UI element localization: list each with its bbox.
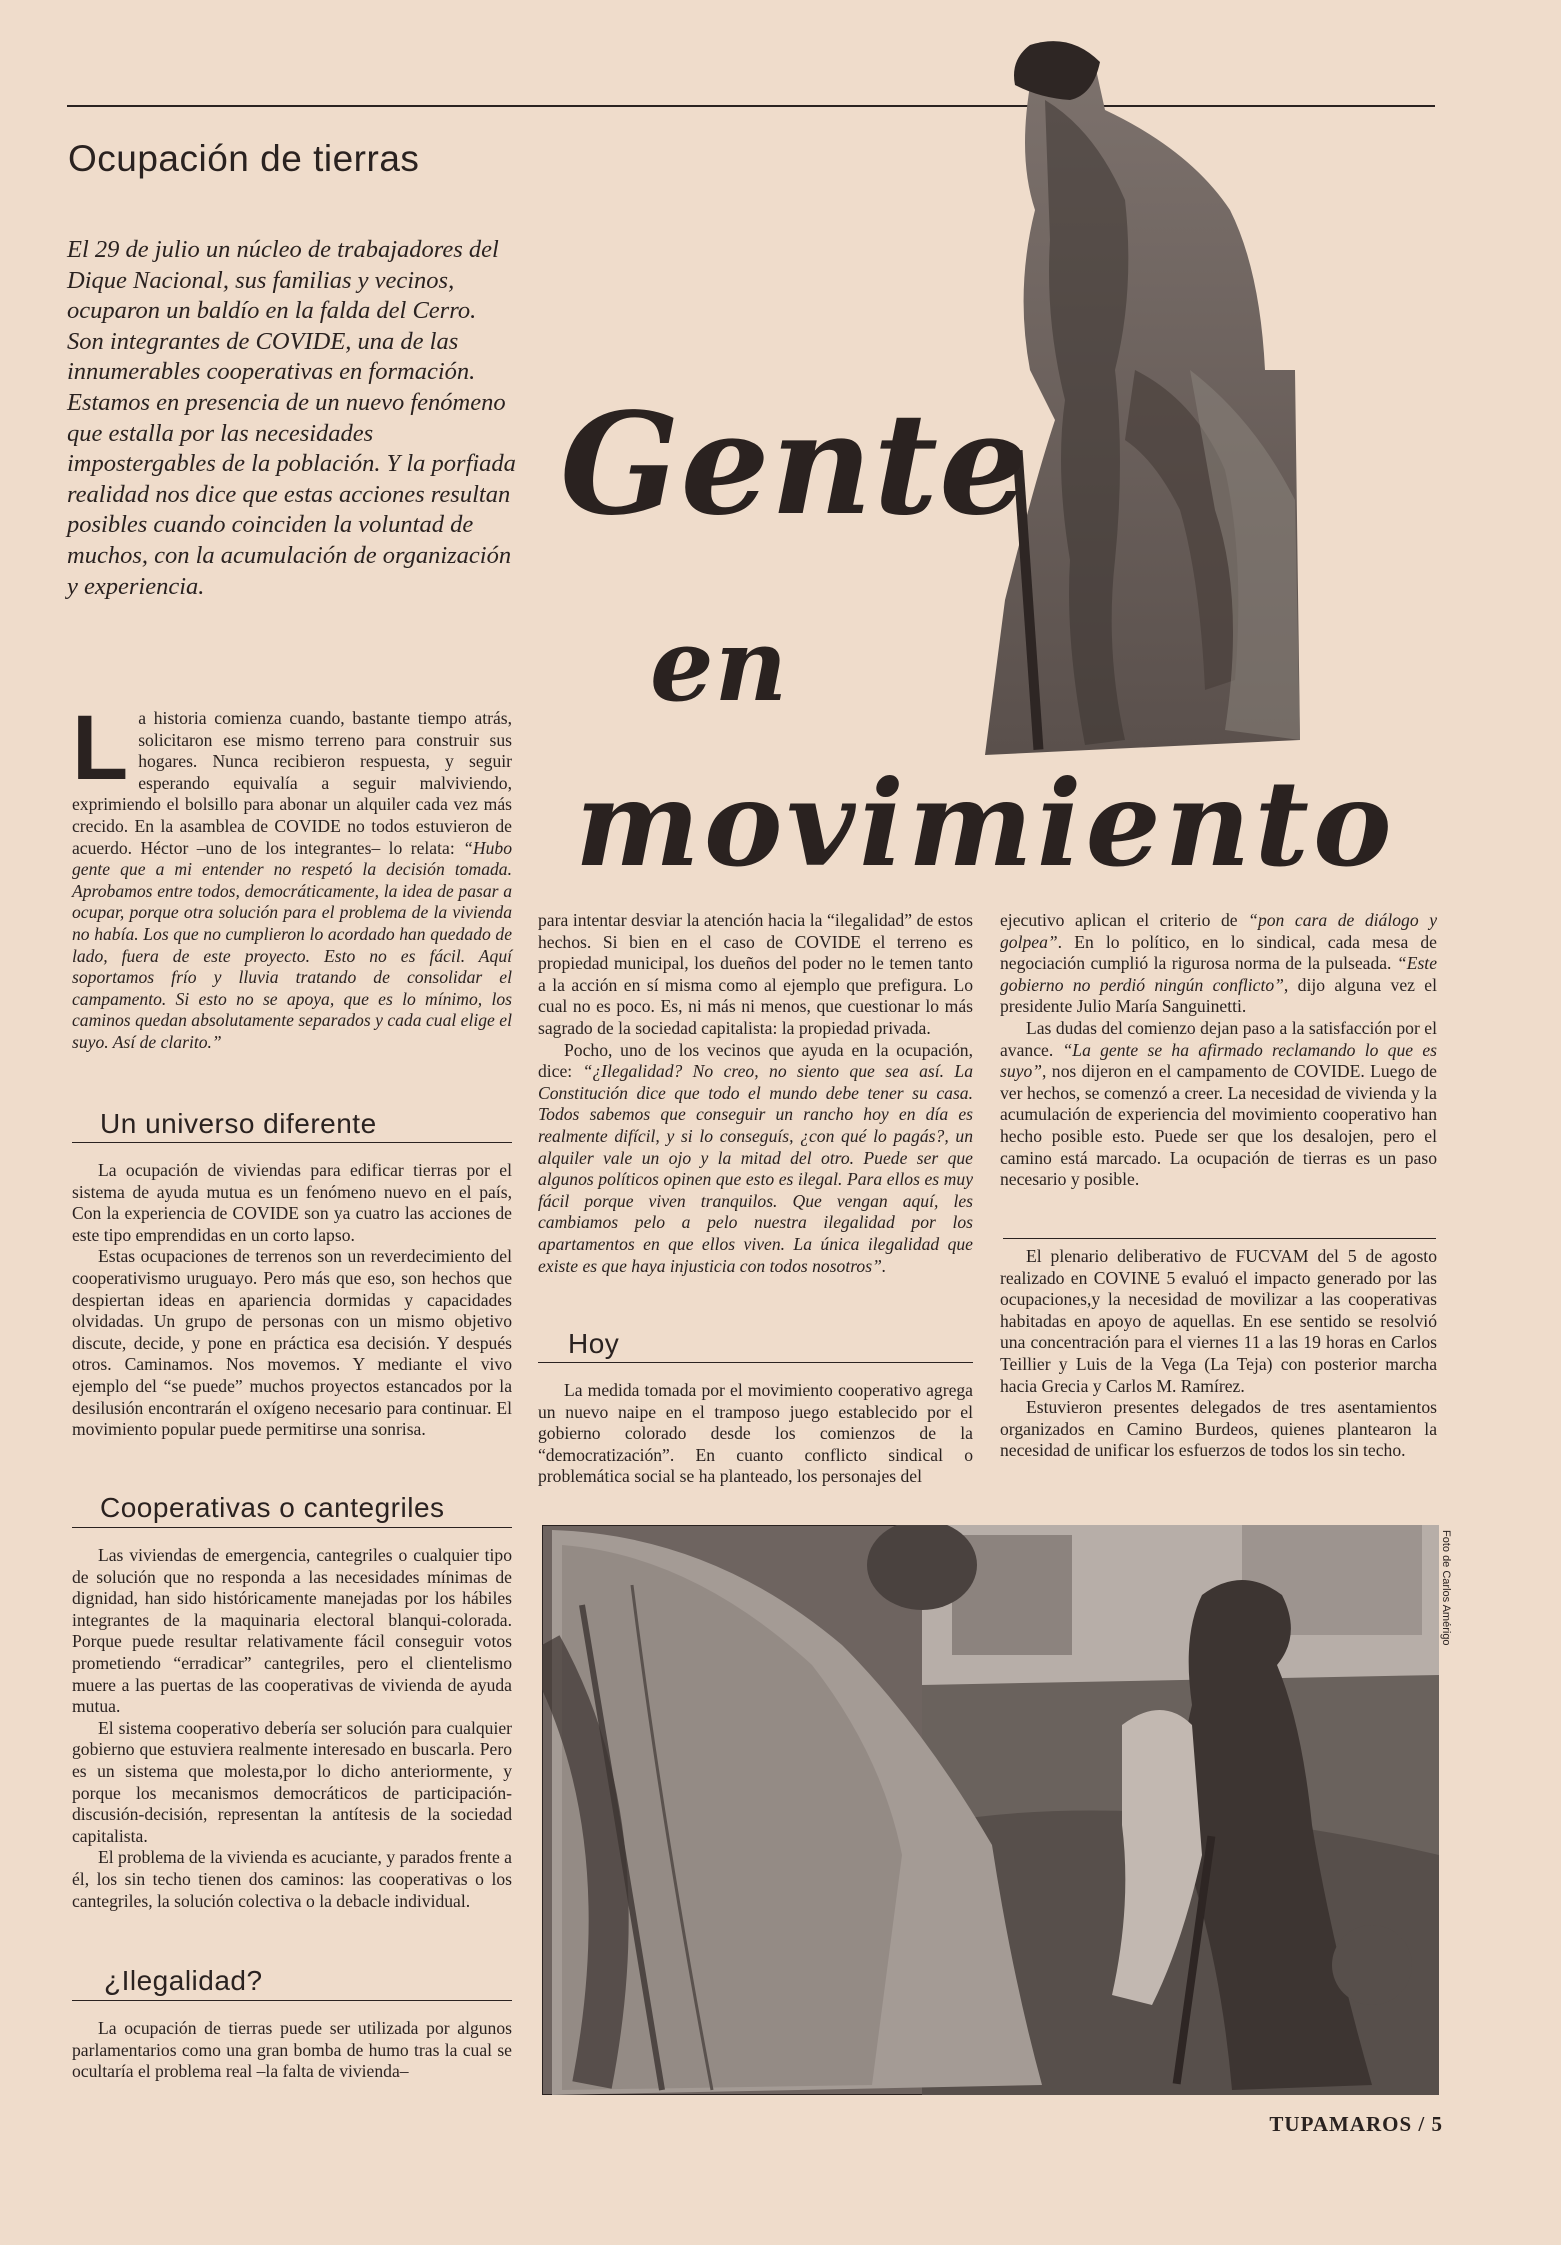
col3-p1-c: , dijo alguna vez el presidente Julio María Sanguinetti.: [1000, 974, 1437, 1017]
heading-cooperativas-rule: [72, 1527, 512, 1528]
col3-p2-a: Las dudas del comienzo dejan paso a la satisfacción por el avance.: [1000, 1017, 1437, 1060]
column-2-hoy: [538, 1380, 973, 1488]
column-1-universo: [72, 1160, 512, 1441]
heading-cooperativas: Cooperativas o cantegriles: [100, 1492, 445, 1523]
col1-quote-hector: “Hubo gente que a mi entender no respetó la decisión tomada. Aprobamos entre todos, democráticamente, la idea de pasar a ocupar, porque otra solución para el problema de la vivienda no había. Los que no cumplieron lo acordado han quedado de lado, fuera de este proyecto. Esto no es fácil. Aquí soportamos frío y lluvia tratando de consolidar el campamento. Si esto no se apoya, que es lo mínimo, los caminos quedan absolutamente separados y cada cual elige el suyo. Así de clarito.”: [72, 837, 512, 1052]
column-3-top: [1000, 910, 1437, 1191]
column-3-divider: [1003, 1238, 1436, 1239]
column-3-bottom: [1000, 1246, 1437, 1462]
headline-line-1: Gente: [560, 383, 1030, 547]
col3-p2-quote: “La gente se ha afirmado reclamando lo que es suyo”: [1000, 1039, 1437, 1082]
section-title: Ocupación de tierras: [68, 138, 420, 179]
coop-paragraph-2: El sistema cooperativo debería ser solución para cualquier gobierno que estuviera realmente interesado en buscarla. Pero es un sistema que molesta,por lo dicho anteriormente, y porque los mecanismos democráticos de participación-discusión-decisión, representan la antítesis de la sociedad capitalista.: [72, 1717, 512, 1846]
column-1-cooperativas: [72, 1545, 512, 1912]
photo-credit: Foto de Carlos Amérigo: [1440, 1530, 1452, 1646]
col3-p1-a: ejecutivo aplican el criterio de: [1000, 910, 1249, 930]
col2-quote-pocho: “¿Ilegalidad? No creo, no siento que sea así. La Constitución dice que todo el mundo debe tener su casa. Todos sabemos que conseguir un rancho hoy en día es realmente difícil, y si lo conseguís, ¿con qué lo pagás?, un alquiler vale un ojo y la mitad del otro. Puede ser que algunos políticos opinen que esto es ilegal. Para ellos es muy fácil porque viven tranquilos. Que vengan aquí, les cambiamos pelo a pelo nuestra ilegalidad por los apartamentos en que ellos viven. La única ilegalidad que existe es que haya injusticia con todos nosotros”.: [538, 1061, 973, 1276]
heading-universo: Un universo diferente: [100, 1108, 377, 1139]
col1-paragraph-1: a historia comienza cuando, bastante tiempo atrás, solicitaron ese mismo terreno para construir sus hogares. Nunca recibieron respuesta, y seguir esperando equivalía a seguir malviviendo, exprimiendo el bolsillo para abonar un alquiler cada vez más crecido. En la asamblea de COVIDE no todos estuvieron de acuerdo. Héctor –uno de los integrantes– lo relata:: [72, 708, 512, 858]
col3-p1-b: . En lo político, en lo sindical, cada mesa de negociación cumplió la rigurosa norma de la pulseada.: [1000, 931, 1437, 974]
col2-paragraph-1: para intentar desviar la atención hacia la “ilegalidad” de estos hechos. Si bien en el caso de COVIDE el terreno es propiedad municipal, los dueños del poder no le temen tanto a la acción en sí misma como al ejemplo que prefigura. Lo cual no es poco. Es, ni más ni menos, que cuestionar lo más sagrado de la sociedad capitalista: la propiedad privada.: [538, 910, 973, 1038]
col2-paragraph-2: Pocho, uno de los vecinos que ayuda en la ocupación, dice:: [538, 1039, 973, 1082]
coop-paragraph-3: El problema de la vivienda es acuciante, y parados frente a él, los sin techo tienen dos caminos: las cooperativas o los cantegriles, la solución colectiva o la debacle individual.: [72, 1847, 512, 1911]
universo-paragraph-1: La ocupación de viviendas para edificar tierras por el sistema de ayuda mutua es un fenómeno nuevo en el país, Con la experiencia de COVIDE son ya cuatro las acciones de este tipo emprendidas en un corto lapso.: [72, 1160, 512, 1245]
heading-hoy: Hoy: [568, 1328, 620, 1359]
column-1-ilegalidad: [72, 2018, 512, 2083]
col3-p1-quote-1: “pon cara de diálogo y golpea”: [1000, 910, 1437, 952]
col3-p2-b: , nos dijeron en el campamento de COVIDE. Luego de ver hechos, se comenzó a creer. La necesidad de vivienda y la acumulación de experiencia del movimiento cooperativo han hecho posible esto. Puede ser que los desalojen, pero el camino está marcado. La ocupación de tierras es un paso necesario y posible.: [1000, 1061, 1437, 1190]
ilegalidad-paragraph-1: La ocupación de tierras puede ser utilizada por algunos parlamentarios como una gran bomba de humo tras la cual se ocultaría el problema real –la falta de vivienda–: [72, 2018, 512, 2082]
heading-universo-rule: [72, 1142, 512, 1143]
column-1-top: [72, 697, 512, 1054]
col3-paragraph-4: Estuvieron presentes delegados de tres asentamientos organizados en Camino Burdeos, quienes plantearon la necesidad de unificar los esfuerzos de todos los sin techo.: [1000, 1397, 1437, 1461]
hoy-paragraph-1: La medida tomada por el movimiento cooperativo agrega un nuevo naipe en el tramposo juego establecido por el gobierno colorado desde los comienzos de la “democratización”. En cuanto conflicto sindical o problemática social se ha planteado, los personajes del: [538, 1380, 973, 1487]
universo-paragraph-2: Estas ocupaciones de terrenos son un reverdecimiento del cooperativismo uruguayo. Pero más que eso, son hechos que despiertan ideas en apariencia dormidas y capacidades olvidadas. Un grupo de personas con un mismo objetivo discute, decide, y pone en práctica esa decisión. Y después otros. Caminamos. Nos movemos. Y mediante el vivo ejemplo del “se puede” muchos proyectos estancados por la desilusión encontrarán el oxígeno necesario para continuar. El movimiento popular puede permitirse una sonrisa.: [72, 1246, 512, 1440]
heading-ilegalidad: ¿Ilegalidad?: [104, 1965, 263, 1996]
photo-tent-camp: [542, 1525, 1439, 2095]
lead-paragraph: El 29 de julio un núcleo de trabajadores del Dique Nacional, sus familias y vecinos, ocuparon un baldío en la falda del Cerro. Son integrantes de COVIDE, una de las innumerables cooperativas en formación. Estamos en presencia de un nuevo fenómeno que estalla por las necesidades impostergables de la población. Y la porfiada realidad nos dice que estas acciones resultan posibles cuando coinciden la voluntad de muchos, con la acumulación de organización y experiencia.: [67, 236, 516, 600]
col3-p1-quote-2: “Este gobierno no perdió ningún conflicto”: [1000, 953, 1437, 995]
page-footer: TUPAMAROS / 5: [1269, 2112, 1443, 2136]
col3-paragraph-3: El plenario deliberativo de FUCVAM del 5 de agosto realizado en COVINE 5 evaluó el impacto generado por las ocupaciones,y la necesidad de movilizar a las cooperativas habitadas en apoyo de aquellas. En ese sentido se resolvió una concentración para el viernes 11 a las 19 horas en Carlos Teillier y Luis de la Vega (La Teja) con posterior marcha hacia Grecia y Carlos M. Ramírez.: [1000, 1246, 1437, 1396]
coop-paragraph-1: Las viviendas de emergencia, cantegriles o cualquier tipo de solución que no responda a las necesidades mínimas de dignidad, han sido históricamente manejadas por los hábiles integrantes de la maquinaria electoral blanqui-colorada. Porque puede resultar relativamente fácil conseguir votos prometiendo “erradicar” cantegriles, pero el clientelismo muere a las puertas de las cooperativas de vivienda de ayuda mutua.: [72, 1545, 512, 1717]
heading-hoy-rule: [538, 1362, 973, 1363]
drop-cap: L: [72, 697, 129, 799]
heading-ilegalidad-rule: [72, 2000, 512, 2001]
photo-man-digging: [975, 40, 1340, 755]
column-2-top: [538, 910, 973, 1277]
headline-line-3: movimiento: [575, 754, 1396, 893]
headline-line-2: en: [650, 606, 789, 724]
